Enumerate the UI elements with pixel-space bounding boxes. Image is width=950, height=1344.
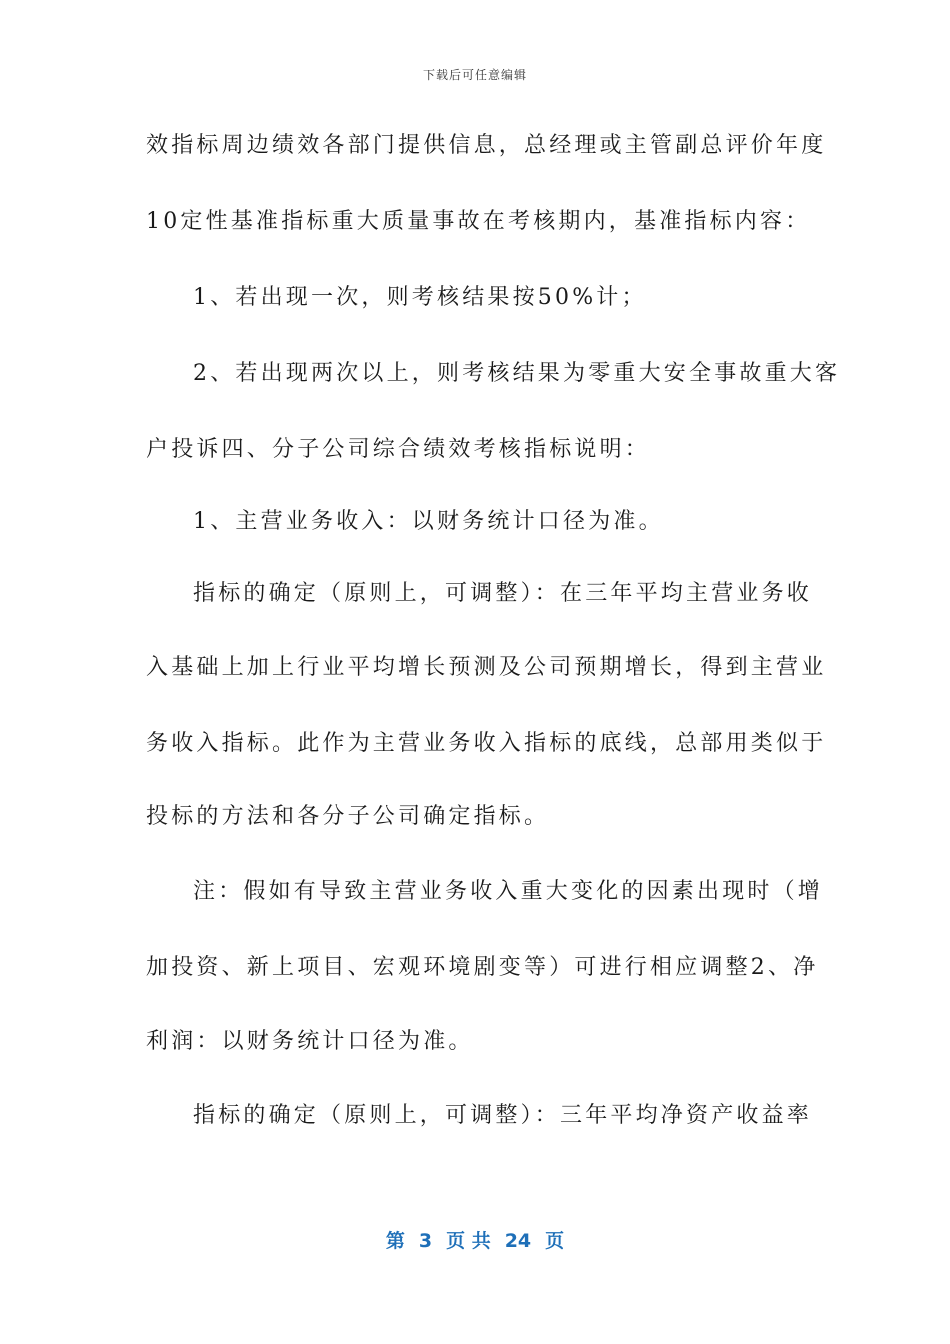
paragraph-line: 1、主营业务收入：以财务统计口径为准。 [193,509,664,534]
footer-page-mid: 页 共 [446,1230,491,1252]
paragraph-line: 务收入指标。此作为主营业务收入指标的底线，总部用类似于 [146,731,827,756]
paragraph-line: 利润：以财务统计口径为准。 [146,1029,474,1054]
paragraph-line: 指标的确定（原则上，可调整）：在三年平均主营业务收 [193,581,813,606]
page-footer [0,1226,950,1253]
paragraph-line: 注：假如有导致主营业务收入重大变化的因素出现时（增 [193,879,824,904]
paragraph-line: 10定性基准指标重大质量事故在考核期内，基准指标内容： [146,209,811,234]
paragraph-line: 入基础上加上行业平均增长预测及公司预期增长，得到主营业 [146,655,827,680]
paragraph-line: 投标的方法和各分子公司确定指标。 [146,804,550,829]
footer-page-number: 3 [418,1230,433,1252]
header-note: 下载后可任意编辑 [422,68,527,82]
paragraph-line: 2、若出现两次以上，则考核结果为零重大安全事故重大客 [193,361,841,386]
paragraph-line: 加投资、新上项目、宏观环境剧变等）可进行相应调整2、净 [146,955,819,980]
paragraph-line: 1、若出现一次，则考核结果按50%计； [193,285,647,310]
paragraph-line: 指标的确定（原则上，可调整）：三年平均净资产收益率 [193,1103,813,1128]
footer-total-pages: 24 [504,1230,532,1252]
footer-page-suffix: 页 [545,1230,565,1252]
footer-page-prefix: 第 [385,1230,405,1252]
paragraph-line: 效指标周边绩效各部门提供信息，总经理或主管副总评价年度 [146,133,827,158]
paragraph-line: 户投诉四、分子公司综合绩效考核指标说明： [146,437,651,462]
